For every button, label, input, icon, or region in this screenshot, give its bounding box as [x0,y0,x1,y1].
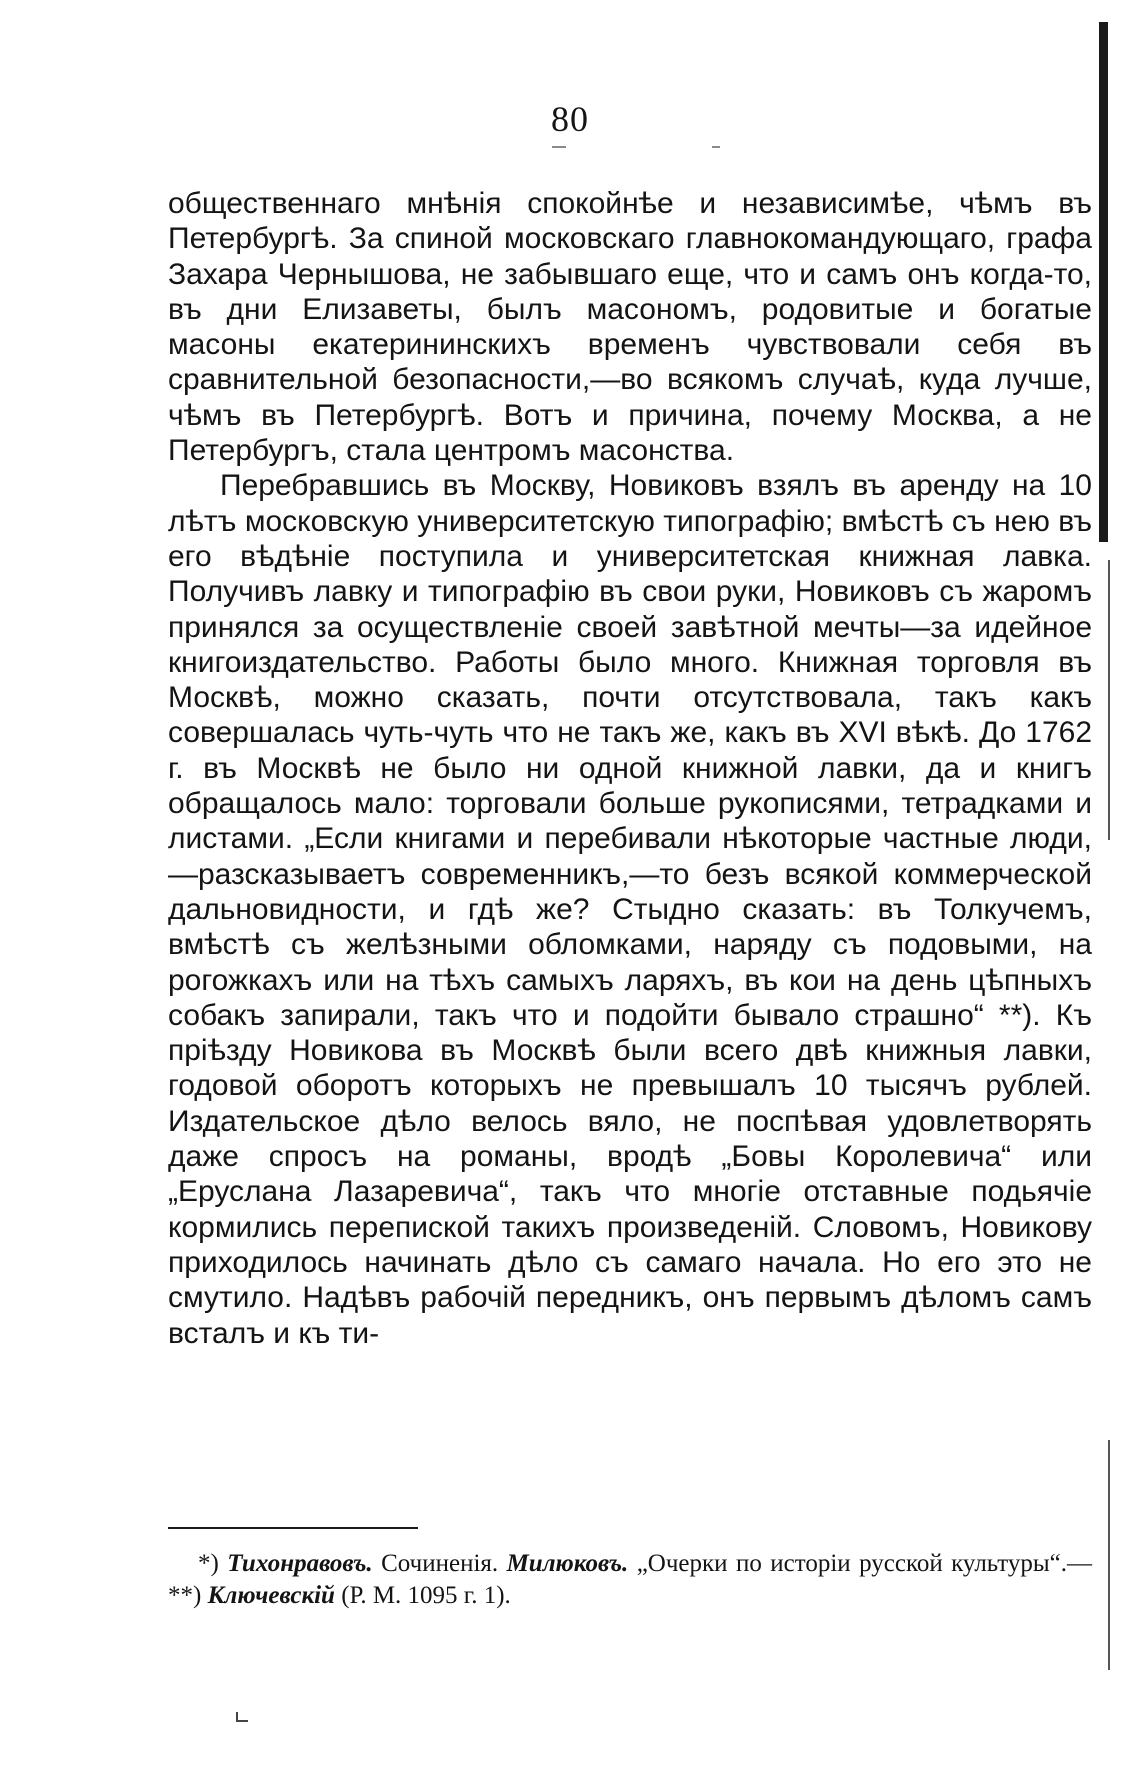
scan-edge-line [1108,1440,1110,1670]
scan-speck [712,146,720,148]
footnote-author: Ключевскій [207,1582,335,1609]
paragraph: Перебравшись въ Москву, Новиковъ взялъ въ аренду на 10 лѣтъ московскую университетскую типографію; вмѣстѣ съ нею въ его вѣдѣніе поступила и университетская книжная лавка. Получивъ лавку и типографію въ свои руки, Новиковъ съ жаромъ принялся за осуществленіе своей завѣтной мечты—за идейное книгоиздательство. Работы было много. Книжная торговля въ Москвѣ, можно сказать, почти отсутствовала, такъ какъ совершалась чуть-чуть что не такъ же, какъ въ XVI вѣкѣ. До 1762 г. въ Москвѣ не было ни одной книжной лавки, да и книгъ обращалось мало: торговали больше рукописями, тетрадками и листами. „Если книгами и перебивали нѣкоторые частные люди,—разсказываетъ современникъ,—то безъ всякой коммерческой дальновидности, и гдѣ же? Стыдно сказать: въ Толкучемъ, вмѣстѣ съ желѣзными обломками, наряду съ подовыми, на рогожкахъ или на тѣхъ самыхъ ларяхъ, въ кои на день цѣпныхъ собакъ запирали, такъ что и подойти бывало страшно“ **). Къ пріѣзду Новикова въ Москвѣ были всего двѣ книжныя лавки, годовой оборотъ которыхъ не превышалъ 10 тысячъ рублей. Издательское дѣло велось вяло, не поспѣвая удовлетворять даже спросъ на романы, вродѣ „Бовы Королевича“ или „Еруслана Лазаревича“, такъ что многіе отставные подьячіе кормились перепиской такихъ произведеній. Словомъ, Новикову приходилось начинать дѣло съ самаго начала. Но его это не смутило. Надѣвъ рабочій передникъ, онъ первымъ дѣломъ самъ всталъ и къ ти- [168,469,1092,1350]
scan-edge-line [1108,560,1110,840]
footnote-mark: *) [198,1550,228,1577]
footnote-work: „Очерки по исторіи русской культуры“.—**) [168,1550,1092,1609]
footnote-author: Тихонравовъ. [227,1550,373,1577]
scan-corner-mark [236,1712,248,1722]
paragraph: общественнаго мнѣнія спокойнѣе и независимѣе, чѣмъ въ Петербургѣ. За спиной московскаго главнокомандующаго, графа Захара Чернышова, не забывшаго еще, что и самъ онъ когда-то, въ дни Елизаветы, былъ масономъ, родовитые и богатые масоны екатерининскихъ временъ чувствовали себя въ сравнительной безопасности,—во всякомъ случаѣ, куда лучше, чѣмъ въ Петербургѣ. Вотъ и причина, почему Москва, а не Петербургъ, стала центромъ масонства. [168,187,1092,468]
footnotes [168,1548,1092,1612]
footnote-work: (Р. М. 1095 г. 1). [334,1582,511,1609]
footnote-divider [168,1527,418,1529]
body-text [168,186,1092,1351]
page-number: 80 [551,99,589,139]
footnote-work: Сочиненія. [372,1550,507,1577]
scan-speck [552,146,566,148]
footnote-author: Милюковъ. [506,1550,629,1577]
